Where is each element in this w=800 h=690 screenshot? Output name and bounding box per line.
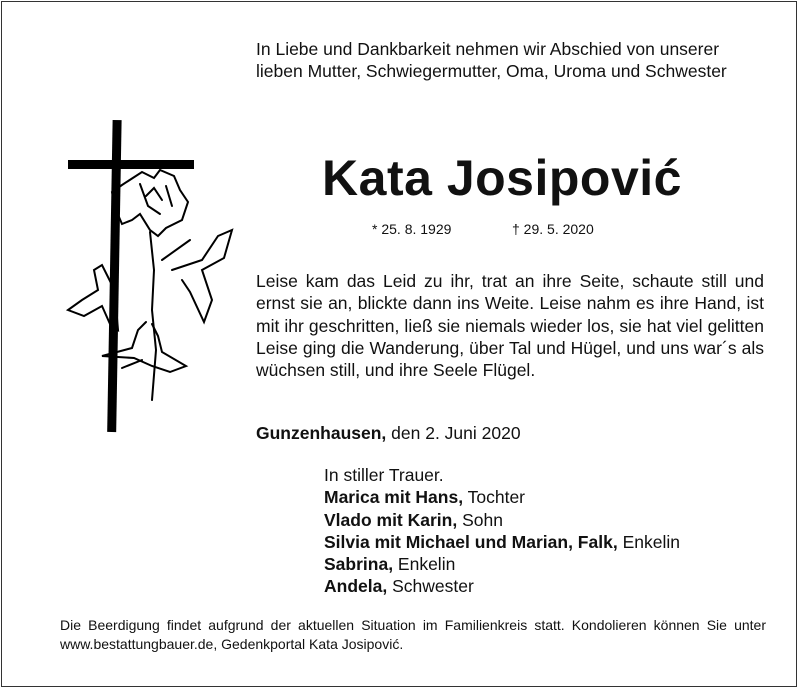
mourner-names: Andela, <box>324 576 388 597</box>
mourner-names: Vlado mit Karin, <box>324 509 458 530</box>
mourner-names: Silvia mit Michael und Marian, Falk, <box>324 531 618 552</box>
mourner-relation: Schwester <box>387 576 474 597</box>
mourner-row <box>324 575 680 597</box>
cross-with-rose-icon <box>62 110 242 440</box>
mourner-row <box>324 553 680 575</box>
mourner-names: Sabrina, <box>324 554 394 575</box>
mourners-list <box>324 464 680 598</box>
mourner-names: Marica mit Hans, <box>324 487 464 508</box>
place: Gunzenhausen, <box>256 423 387 443</box>
mourner-row <box>324 486 680 508</box>
deceased-name: Kata Josipović <box>322 150 682 206</box>
death-date: † 29. 5. 2020 <box>512 221 594 237</box>
mourner-relation: Tochter <box>463 487 526 508</box>
place-date-line <box>256 422 521 444</box>
mourner-row <box>324 509 680 531</box>
date: den 2. Juni 2020 <box>386 423 521 443</box>
mourner-relation: Sohn <box>457 509 503 530</box>
footer-note: Die Beerdigung findet aufgrund der aktuellen Situation im Familienkreis statt. Kondolieren können Sie unter www.bestattungbauer.de, Gedenkportal Kata Josipović. <box>60 617 766 652</box>
mourner-row <box>324 531 680 553</box>
intro-text: In Liebe und Dankbarkeit nehmen wir Abschied von unserer lieben Mutter, Schwiegermutter, Oma, Uroma und Schwester <box>256 39 727 81</box>
obituary-notice <box>1 1 797 687</box>
mourner-relation: Enkelin <box>393 554 456 575</box>
life-dates <box>372 220 594 238</box>
mourning-intro: In stiller Trauer. <box>324 465 444 485</box>
mourner-relation: Enkelin <box>617 531 680 552</box>
poem-text: Leise kam das Leid zu ihr, trat an ihre Seite, schaute still und ernst sie an, blickte dann ins Weite. Leise nahm es ihre Hand, ist mit ihr geschritten, ließ sie niemals wieder los, sie hat viel gelitten Leise ging die Wanderung, über Tal und Hügel, und uns war´s als wüchsen still, und ihre Seele Flügel. <box>256 271 764 381</box>
birth-date: * 25. 8. 1929 <box>372 221 452 237</box>
